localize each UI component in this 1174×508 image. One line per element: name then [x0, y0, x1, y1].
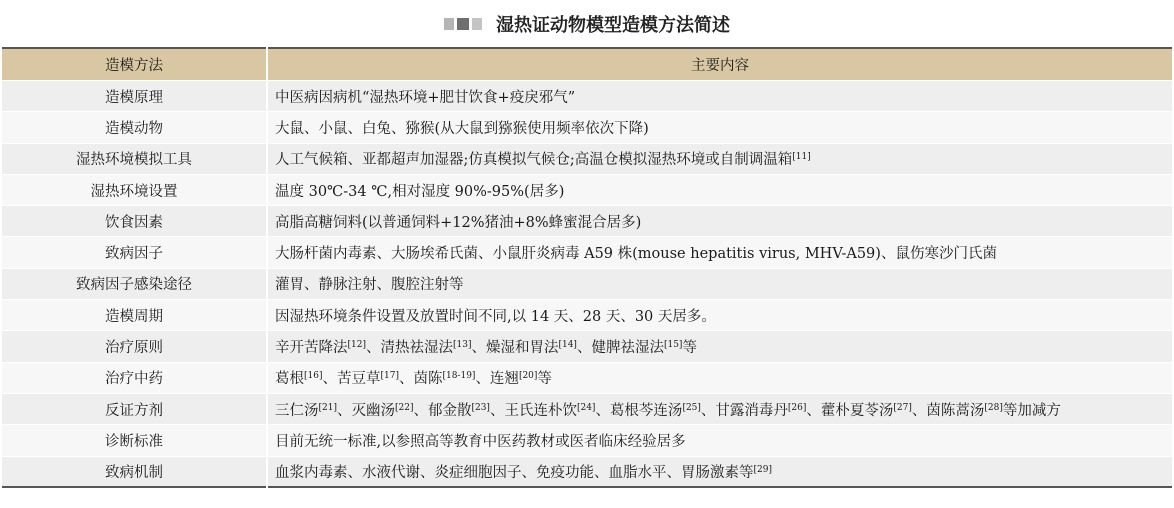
content-text: 大肠杆菌内毒素、大肠埃希氏菌、小鼠肝炎病毒 A59 株(mouse hepatitis virus, MHV-A59)、鼠伤寒沙门氏菌	[275, 246, 997, 263]
citation-ref: [25]	[682, 402, 701, 413]
table-row	[2, 300, 1172, 331]
header-content: 主要内容	[691, 58, 749, 74]
content-cell	[267, 81, 1172, 112]
citation-ref: [28]	[984, 402, 1003, 413]
table-row	[2, 81, 1172, 112]
citation-ref: [20]	[518, 371, 538, 382]
content-cell	[267, 206, 1172, 237]
content-text: 温度 30℃-34 ℃,相对湿度 90%-95%(居多)	[275, 183, 565, 200]
citation-ref: [22]	[394, 402, 414, 413]
table-row	[2, 393, 1172, 424]
content-text: 、葛根芩连汤	[595, 402, 683, 419]
content-text: 等	[682, 340, 697, 357]
content-text: 、灭幽汤	[336, 402, 395, 419]
content-cell	[267, 237, 1172, 268]
content-text: 血浆内毒素、水液代谢、炎症细胞因子、免疫功能、血脂水平、胃肠激素等	[275, 464, 754, 481]
method-cell: 造模原理	[2, 81, 267, 112]
content-text: 、茵陈	[398, 371, 443, 388]
content-text: 、健脾祛湿法	[576, 340, 664, 357]
citation-ref: [16]	[304, 371, 323, 382]
journal-logo-icon	[444, 18, 482, 30]
table-row	[2, 456, 1172, 487]
content-text: 、藿朴夏苓汤	[806, 402, 894, 419]
content-cell	[267, 268, 1172, 299]
table-row	[2, 174, 1172, 205]
citation-ref: [15]	[663, 340, 683, 351]
content-text: 辛开苦降法	[275, 340, 348, 357]
content-text: 、清热祛湿法	[365, 340, 453, 357]
content-text: 人工气候箱、亚都超声加湿器;仿真模拟气候仓;高温仓模拟湿热环境或自制调温箱	[275, 152, 793, 169]
table-row	[2, 362, 1172, 393]
content-text: 灌胃、静脉注射、腹腔注射等	[275, 277, 464, 294]
method-cell: 造模周期	[2, 300, 267, 331]
content-cell	[267, 174, 1172, 205]
content-cell	[267, 143, 1172, 174]
table-row	[2, 112, 1172, 143]
content-text: 目前无统一标准,以参照高等教育中医药教材或医者临床经验居多	[275, 433, 686, 450]
content-text: 等	[537, 371, 552, 388]
content-text: 、燥湿和胃法	[471, 340, 559, 357]
content-text: 高脂高糖饲料(以普通饲料+12%猪油+8%蜂蜜混合居多)	[275, 214, 642, 231]
citation-ref: [18-19]	[442, 371, 476, 382]
content-cell	[267, 112, 1172, 143]
content-text: 葛根	[275, 371, 304, 388]
content-cell	[267, 331, 1172, 362]
table-header-row	[2, 48, 1172, 81]
content-cell	[267, 393, 1172, 424]
content-cell	[267, 425, 1172, 456]
method-cell: 湿热环境模拟工具	[2, 143, 267, 174]
content-cell	[267, 362, 1172, 393]
content-text: 、郁金散	[413, 402, 472, 419]
content-text: 、连翘	[475, 371, 519, 388]
method-cell: 诊断标准	[2, 425, 267, 456]
content-text: 、王氏连朴饮	[489, 402, 577, 419]
content-text: 因湿热环境条件设置及放置时间不同,以 14 天、28 天、30 天居多。	[275, 308, 716, 325]
method-cell: 治疗中药	[2, 362, 267, 393]
content-text: 等加减方	[1002, 402, 1061, 419]
citation-ref: [17]	[380, 371, 399, 382]
citation-ref: [26]	[787, 402, 807, 413]
citation-ref: [21]	[318, 402, 337, 413]
content-text: 、茵陈蒿汤	[911, 402, 985, 419]
method-cell: 致病因子	[2, 237, 267, 268]
content-text: 、甘露消毒丹	[700, 402, 788, 419]
method-cell: 致病因子感染途径	[2, 268, 267, 299]
content-cell	[267, 456, 1172, 487]
citation-ref: [29]	[753, 464, 772, 475]
method-cell: 反证方剂	[2, 393, 267, 424]
method-cell: 造模动物	[2, 112, 267, 143]
content-text: 、苦豆草	[322, 371, 381, 388]
content-text: 大鼠、小鼠、白兔、猕猴(从大鼠到猕猴使用频率依次下降)	[275, 120, 649, 137]
citation-ref: [14]	[558, 340, 577, 351]
table-body	[2, 81, 1172, 488]
content-text: 三仁汤	[275, 402, 319, 419]
table-row	[2, 206, 1172, 237]
citation-ref: [23]	[471, 402, 490, 413]
citation-ref: [13]	[452, 340, 472, 351]
method-cell: 治疗原则	[2, 331, 267, 362]
citation-ref: [24]	[576, 402, 596, 413]
table-row	[2, 143, 1172, 174]
content-cell	[267, 300, 1172, 331]
table-row	[2, 237, 1172, 268]
citation-ref: [27]	[893, 402, 912, 413]
method-cell: 饮食因素	[2, 206, 267, 237]
table-title: 湿热证动物模型造模方法简述	[496, 14, 730, 36]
header-method: 造模方法	[2, 48, 267, 81]
method-cell: 致病机制	[2, 456, 267, 487]
table-row	[2, 268, 1172, 299]
model-methods-table	[2, 47, 1172, 488]
citation-ref: [12]	[347, 340, 366, 351]
table-caption	[0, 0, 1174, 47]
table-row	[2, 331, 1172, 362]
content-text: 中医病因病机“湿热环境+肥甘饮食+疫戾邪气”	[275, 89, 576, 106]
method-cell: 湿热环境设置	[2, 174, 267, 205]
citation-ref: [11]	[792, 152, 811, 163]
table-row	[2, 425, 1172, 456]
